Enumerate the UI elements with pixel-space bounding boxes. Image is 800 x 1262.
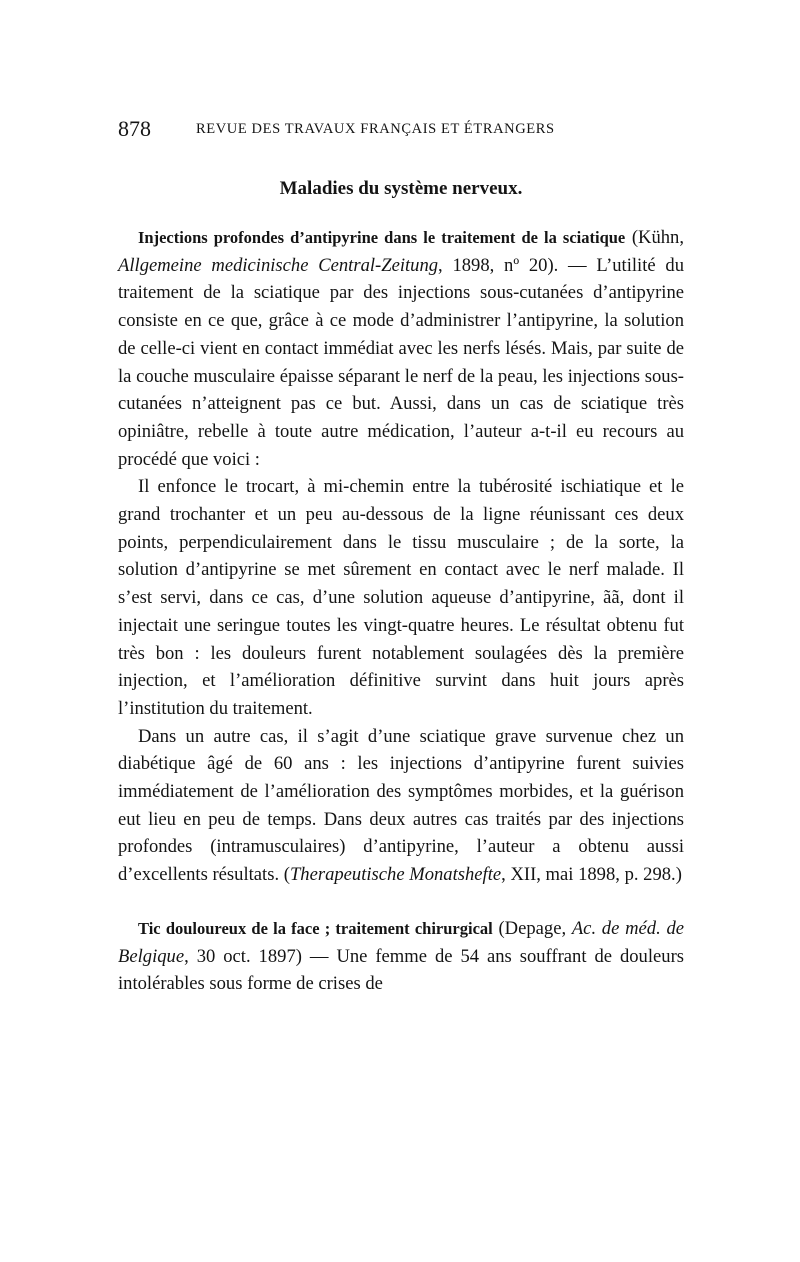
page-number: 878	[118, 116, 151, 141]
article-paragraph	[118, 915, 684, 998]
reference-close: , XII, mai 1898, p. 298.)	[501, 864, 682, 886]
citation-open: (Kühn,	[625, 227, 685, 248]
article-paragraph	[118, 723, 684, 889]
article-title: Injections profondes d’antipyrine dans le traitement de la sciatique	[138, 228, 626, 247]
paragraph-text: Dans un autre cas, il s’agit d’une sciatique grave survenue chez un diabétique âgé de 60 ans : les injections d’antipyrine furent suivies immédiatement de l’amélioration des symptômes morbides, et la guérison eut lieu en peu de temps. Dans deux autres cas traités par des injections profondes (intramusculaires) d’antipyrine, l’auteur a obtenu aussi d’excellents résultats. (	[118, 725, 684, 886]
citation-source: Ac. de méd. de Belgique	[118, 917, 684, 967]
article-sciatique	[118, 224, 684, 889]
paragraph-text: Une femme de 54 ans souffrant de douleurs intolérables sous forme de crises de	[118, 945, 684, 995]
citation-source: Allgemeine medicinische Central-Zeitung	[118, 254, 439, 276]
citation-close: , 1898, nº 20). —	[438, 254, 597, 276]
journal-title: REVUE DES TRAVAUX FRANÇAIS ET ÉTRANGERS	[196, 121, 555, 137]
citation-close: , 30 oct. 1897) —	[184, 945, 337, 967]
section-heading: Maladies du système nerveux.	[279, 178, 523, 199]
article-title: Tic douloureux de la face ; traitement chirurgical	[138, 918, 493, 938]
book-page	[118, 112, 684, 998]
article-paragraph	[118, 224, 684, 473]
article-tic-douloureux	[118, 915, 684, 998]
paragraph-text: L’utilité du traitement de la sciatique par des injections sous-cutanées d’antipyrine consiste en ce que, grâce à ce mode d’administrer l’antipyrine, la solution de celle-ci vient en contact immédiat avec les nerfs lésés. Mais, par suite de la couche musculaire épaisse séparant le nerf de la peau, les injections sous-cutanées n’atteignent pas ce but. Aussi, dans un cas de sciatique très opiniâtre, rebelle à toute autre médication, l’auteur a-t-il eu recours au procédé que voici :	[118, 254, 684, 470]
running-head	[118, 112, 684, 152]
citation-open: (Depage,	[492, 917, 572, 939]
article-paragraph: Il enfonce le trocart, à mi-chemin entre la tubérosité ischiatique et le grand trochanter et un peu au-dessous de la ligne réunissant ces deux points, perpendiculairement dans le tissu musculaire ; de la sorte, la solution d’antipyrine se met sûrement en contact avec le nerf malade. Il s’est servi, dans ce cas, d’une solution aqueuse d’antipyrine, ãã, dont il injectait une seringue toutes les vingt-quatre heures. Le résultat obtenu fut très bon : les douleurs furent notablement soulagées dès la première injection, et l’amélioration définitive survint dans huit jours après l’institution du traitement.	[118, 476, 684, 719]
reference-source: Therapeutische Monatshefte	[289, 864, 502, 886]
